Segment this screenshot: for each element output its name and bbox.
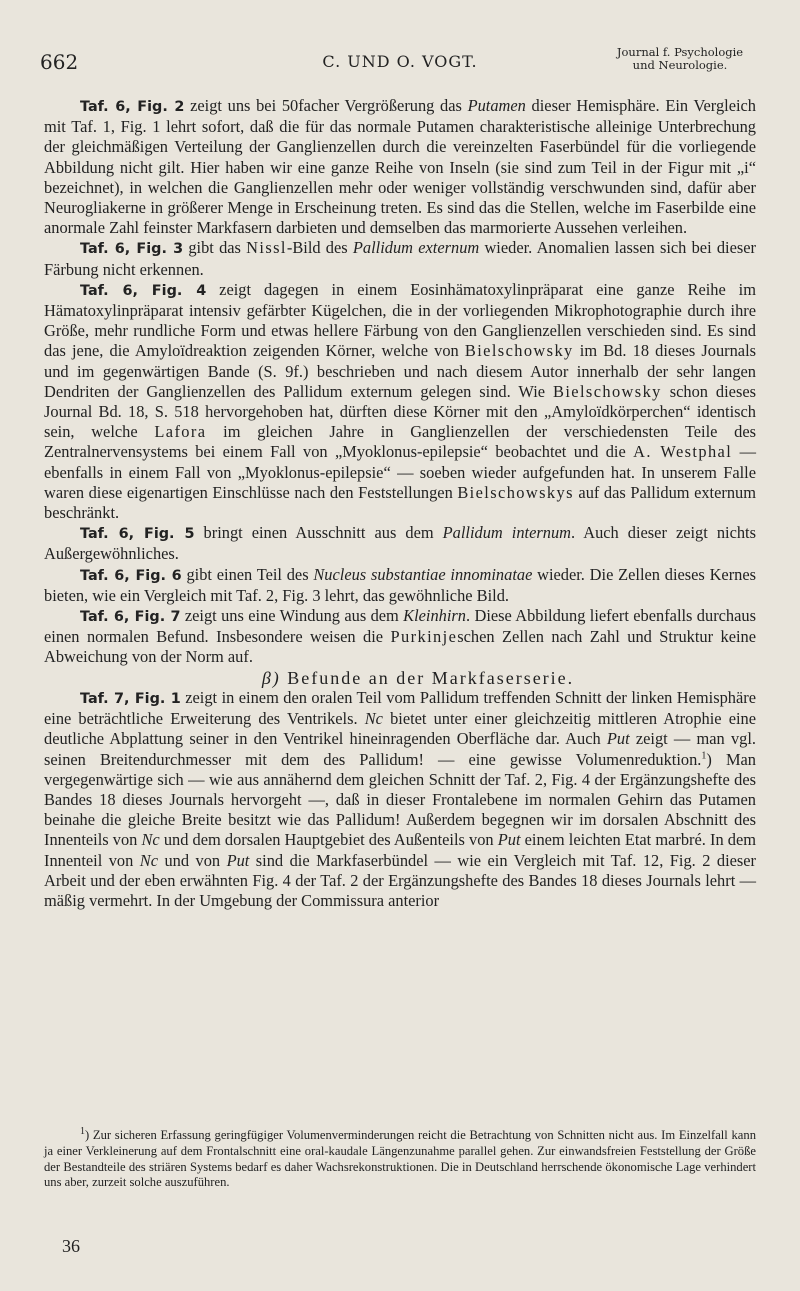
journal-name (600, 46, 760, 72)
footnote-marker: 1 (701, 750, 707, 762)
text-run: zeigt uns bei 50facher Vergrößerung das (184, 96, 468, 115)
text-run: im Bd. 18 dieses Journals und im gegenwärtigen Bande (S. 9f.) beschrieben und nach diesem Autor innerhalb der sehr langen Dendriten der Ganglienzellen des Pallidum externum gelegen sind. Wie (44, 341, 757, 401)
text-run: gibt einen Teil des (181, 564, 314, 584)
italic-term: Nucleus substantiae innominatae (313, 564, 533, 584)
text-run: einem leichten Etat marbré. In dem Innenteil von (44, 830, 756, 870)
text-run: zeigt in einem den oralen Teil vom Pallidum treffenden Schnitt der linken Hemisphäre eine beträchtliche Erweiterung des Ventrikels. (44, 687, 756, 729)
journal-name-line1: Journal f. Psychologie (616, 45, 744, 59)
section-heading (44, 668, 756, 688)
figure-reference: Taf. 6, Fig. 6 (80, 567, 182, 584)
text-run: sind die Markfaserbündel — wie ein Vergleich mit Taf. 12, Fig. 2 dieser Arbeit und der eben erwähnten Fig. 4 der Taf. 2 der Ergänzungshefte des Bandes 18 dieses Journals lehrt — mäßig vermehrt. In der Umgebung der Commissura anterior (44, 850, 757, 910)
figure-reference: Taf. 7, Fig. 1 (80, 690, 181, 707)
text-run: . Auch dieser zeigt nichts Außergewöhnliches. (44, 523, 756, 564)
text-run: -Bild des (286, 238, 353, 258)
paragraph (44, 523, 756, 564)
paragraph (44, 238, 756, 279)
text-run: dieser Hemisphäre. Ein Vergleich mit Taf. 1, Fig. 1 lehrt sofort, daß die für das normale Putamen charakteristische alleinige Unterbrechung der gleichmäßigen Verteilung der Ganglienzellen durch die vereinzelten Faserbündel für die vorliegende Abbildung nicht gilt. Hier haben wir eine ganze Reihe von Inseln (sie sind zum Teil in der Figur mit „i“ bezeichnet), in welchen die Ganglienzellen mehr oder weniger vollständig verschwunden sind, dafür aber Neurogliakerne in größerer Menge in Erscheinung treten. Es sind das die Stellen, welche im Faserbilde eine anormale Zahl feinster Markfasern darbieten und demselben das marmorierte Aussehen verleihen. (44, 96, 756, 238)
figure-reference: Taf. 6, Fig. 4 (80, 282, 207, 299)
spaced-name: A. Westphal (633, 442, 733, 462)
spaced-name: Lafora (154, 422, 207, 442)
page-number: 662 (40, 50, 79, 74)
paragraph (44, 96, 756, 238)
running-header (40, 44, 760, 80)
text-run: — ebenfalls in einem Fall von „Myoklonus-epilepsie“ — soeben wieder aufgefunden hat. In unserem Falle waren diese eigenartigen Einschlüsse nach den Feststellungen (44, 442, 756, 502)
figure-reference: Taf. 6, Fig. 2 (80, 99, 185, 115)
figure-reference: Taf. 6, Fig. 7 (80, 609, 181, 626)
italic-term: Nc (139, 850, 158, 870)
text-run: schon dieses Journal Bd. 18, S. 518 hervorgehoben hat, dürften diese Körner mit den „Amyloïdkörperchen“ identisch sein, welche (44, 381, 756, 442)
signature-mark: 36 (62, 1236, 80, 1256)
text-run: auf das Pallidum externum beschränkt. (44, 482, 756, 523)
spaced-name: Bielschowsky (464, 341, 574, 361)
text-run: zeigt dagegen in einem Eosinhämatoxylinpräparat eine ganze Reihe im Hämatoxylinpräparat intensiv gefärbter Kügelchen, die in der vorliegenden Mikrophotographie durch ihre Größe, mehr rundliche Form und etwas hellere Färbung von den Ganglienzellen verschieden sind. Es sind das jene, die Amyloïdreaktion zeigenden Körner, welche von (44, 279, 756, 361)
italic-term: Putamen (467, 96, 526, 115)
text-run: und von (158, 850, 227, 870)
paragraph (44, 688, 756, 911)
italic-term: Nc (141, 830, 160, 850)
text-run: schen Zellen nach Zahl und Struktur keine Abweichung von der Norm auf. (44, 627, 756, 667)
text-run: gibt das (183, 238, 247, 258)
italic-term: Put (497, 830, 521, 850)
italic-term: Pallidum externum (352, 238, 480, 258)
spaced-name: Bielschowsky (553, 381, 662, 401)
text-run: im gleichen Jahre in Ganglienzellen der verschiedensten Teile des Zentralnervensystems bei einem Fall von „Myoklonus-epilepsie“ beobachtet und die (44, 422, 756, 462)
italic-term: Nc (364, 709, 383, 729)
journal-name-line2: und Neurologie. (632, 58, 728, 72)
body-text (44, 96, 756, 911)
figure-reference: Taf. 6, Fig. 5 (80, 526, 195, 543)
italic-term: Kleinhirn (403, 606, 467, 626)
paragraph (44, 606, 756, 668)
text-run: zeigt — man vgl. seinen Breitendurchmesser mit dem des Pallidum! — eine gewisse Volumenreduktion. (44, 729, 756, 769)
footnote-mark: 1 (80, 1125, 85, 1137)
section-marker: β) (261, 667, 281, 688)
italic-term: Pallidum internum (442, 523, 571, 543)
text-run: wieder. Die Zellen dieses Kernes bieten, wie ein Vergleich mit Taf. 2, Fig. 3 lehrt, das gewöhnliche Bild. (44, 564, 756, 605)
spaced-name: Bielschowskys (457, 482, 574, 502)
paragraph (44, 565, 756, 606)
running-title: C. UND O. VOGT. (322, 52, 478, 71)
spaced-name: Nissl (246, 238, 287, 258)
text-run: . Diese Abbildung liefert ebenfalls durchaus einen normalen Befund. Insbesondere weisen die (44, 606, 756, 647)
section-title: Befunde an der Markfaserserie. (280, 667, 575, 688)
spaced-name: Purkinje (390, 627, 458, 647)
footnote-text: ) Zur sicheren Erfassung geringfügiger Volumenverminderungen reicht die Betrachtung von Schnitten nicht aus. Im Einzelfall kann ja einer Verkleinerung auf dem Frontalschnitt eine oral-kaudale Längenzunahme parallel gehen. Zur einwandsfreien Feststellung der Größe der Bestandteile des striären Systems bedarf es daher Wachsrekonstruktionen. Die in Deutschland herrschende ökonomische Lage verhindert uns aber, zurzeit solche auszuführen. (44, 1128, 756, 1190)
text-run: ) Man vergegenwärtige sich — wie aus annähernd dem gleichen Schnitt der Taf. 2, Fig. 4 der Ergänzungshefte des Bandes 18 dieses Journals hervorgeht —, daß in dieser Frontalebene im normalen Gehirn das Putamen beinahe die gleiche Breite besitzt wie das Pallidum! Außerdem begegnen wir im dorsalen Abschnitt des Innenteils von (44, 749, 756, 850)
figure-reference: Taf. 6, Fig. 3 (80, 241, 184, 258)
text-run: bringt einen Ausschnitt aus dem (194, 523, 443, 543)
text-run: und dem dorsalen Hauptgebiet des Außenteils von (159, 830, 498, 850)
text-run: wieder. Anomalien lassen sich bei dieser Färbung nicht erkennen. (44, 238, 757, 279)
paragraph (44, 280, 756, 523)
text-run: zeigt uns eine Windung aus dem (180, 606, 404, 626)
footnote (44, 1125, 756, 1191)
italic-term: Put (226, 850, 250, 870)
footnote-block (44, 1125, 756, 1191)
text-run: bietet unter einer gleichzeitig mittleren Atrophie eine deutliche Abplattung seiner in den Ventrikel hineinragenden Oberfläche dar. Auch (44, 709, 756, 749)
italic-term: Put (606, 729, 630, 749)
